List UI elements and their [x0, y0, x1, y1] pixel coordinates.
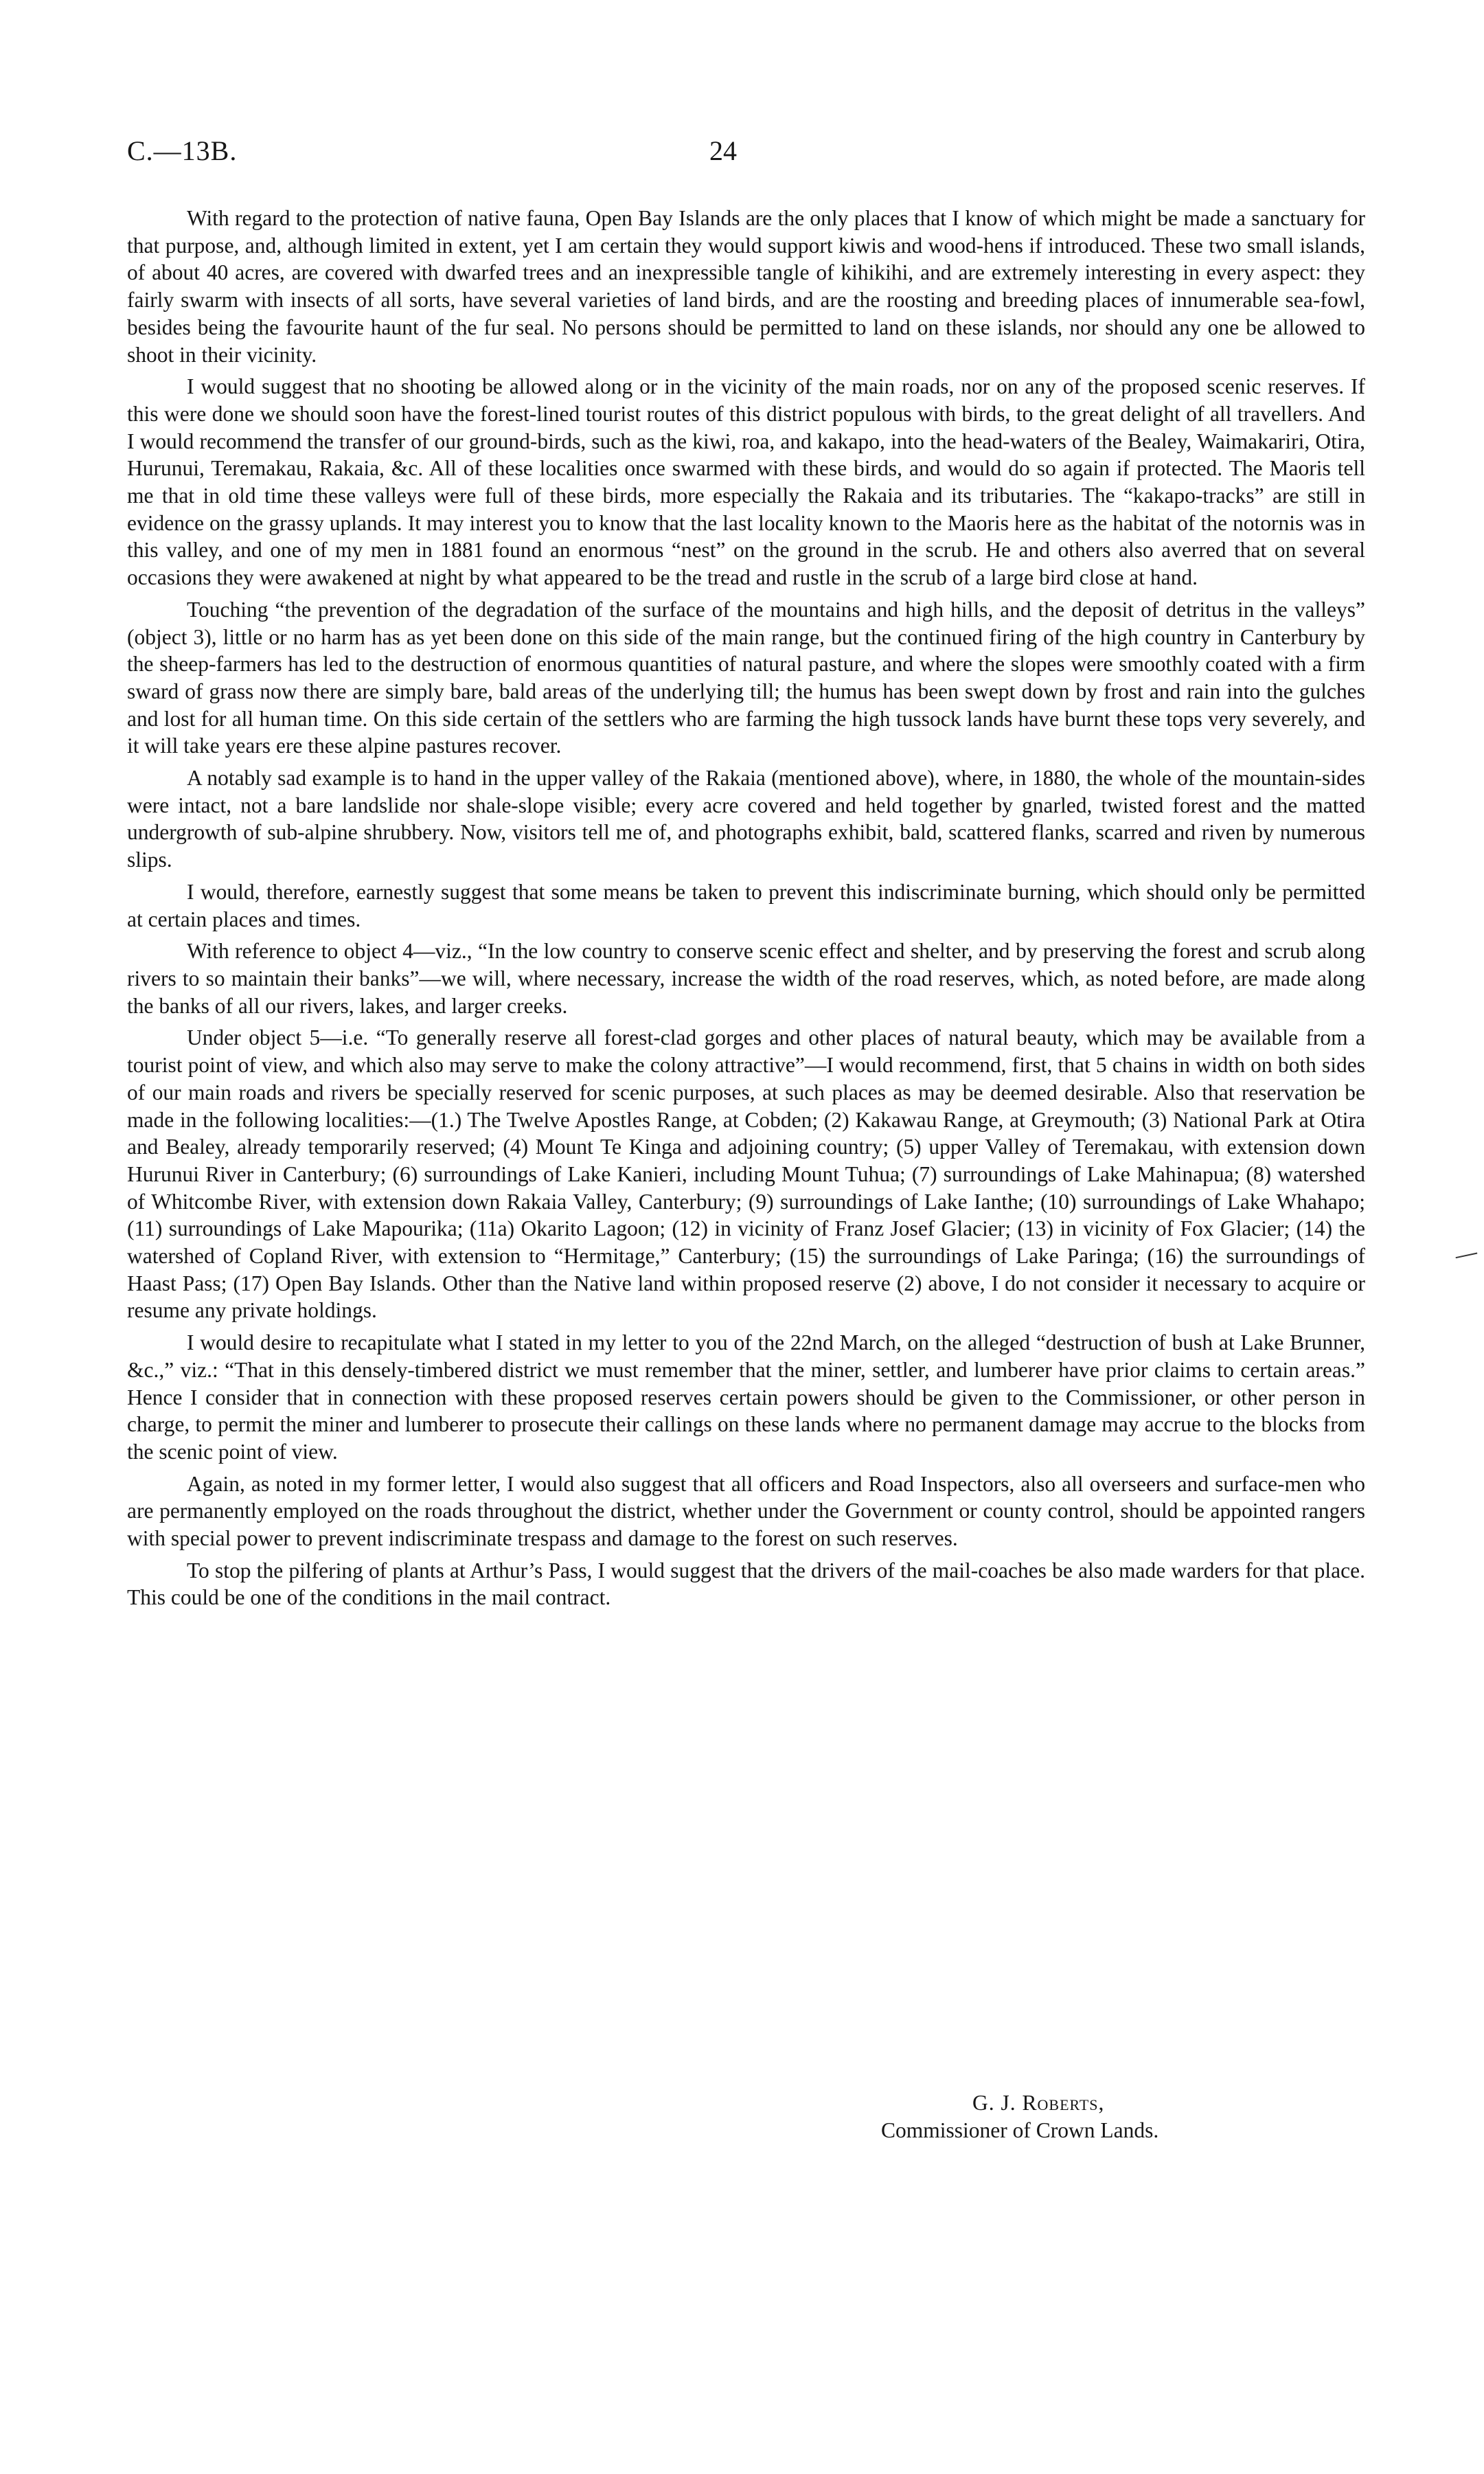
paragraph-degradation: Touching “the prevention of the degradation of the surface of the mountains and high hills, and the deposit of detritus in the valleys” (object 3), little or no harm has as yet been done on this side of the main range, but the continued firing of the high country in Canterbury by the sheep-farmers has led to the destruction of enormous quantities of natural pasture, and where the slopes were smoothly coated with a firm sward of grass now there are simply bare, bald areas of the underlying till; the humus has been swept down by frost and rain into the gulches and lost for all human time. On this side certain of the settlers who are farming the high tussock lands have burnt these tops very severely, and it will take years ere these alpine pastures recover.: [127, 597, 1365, 758]
paragraph-object-5: Under object 5—i.e. “To generally reserve all forest-clad gorges and other places of natural beauty, which may be available from a tourist point of view, and which also may serve to make the colony attractive”—I would recommend, first, that 5 chains in width on both sides of our main roads and rivers be specially reserved for scenic purposes, at such places as may be deemed desirable. Also that reservation be made in the following localities:—(1.) The Twelve Apostles Range, at Cobden; (2) Kakawau Range, at Greymouth; (3) National Park at Otira and Bealey, already temporarily reserved; (4) Mount Te Kinga and adjoining country; (5) upper Valley of Teremakau, with extension down Hurunui River in Canterbury; (6) surroundings of Lake Kanieri, including Mount Tuhua; (7) surroundings of Lake Mahinapua; (8) watershed of Whitcombe River, with extension down Rakaia Valley, Canterbury; (9) surroundings of Lake Ianthe; (10) surroundings of Lake Whahapo; (11) surroundings of Lake Mapourika; (11a) Okarito Lagoon; (12) in vicinity of Franz Josef Glacier; (13) in vicinity of Fox Glacier; (14) the watershed of Copland River, with extension to “Hermitage,” Canterbury; (15) the surroundings of Lake Paringa; (16) the surroundings of Haast Pass; (17) Open Bay Islands. Other than the Native land within proposed reserve (2) above, I do not consider it necessary to acquire or resume any private holdings.: [127, 1025, 1365, 1323]
paragraph-arthurs-pass: To stop the pilfering of plants at Arthur’s Pass, I would suggest that the drivers of the mail-coaches be also made warders for that place. This could be one of the conditions in the mail contract.: [127, 1558, 1365, 1610]
paragraph-burning: I would, therefore, earnestly suggest that some means be taken to prevent this indiscriminate burning, which should only be permitted at certain places and times.: [127, 879, 1365, 931]
paragraph-object-4: With reference to object 4—viz., “In the low country to conserve scenic effect and shelter, and by preserving the forest and scrub along rivers to so maintain their banks”—we will, where necessary, increase the width of the road reserves, which, as noted before, are made along the banks of all our rivers, lakes, and larger creeks.: [127, 939, 1365, 1018]
signatory-title: Commissioner of Crown Lands.: [881, 2118, 1159, 2142]
signature-block: [881, 2089, 1362, 2144]
page-header: [127, 135, 1391, 176]
paragraph-native-fauna: With regard to the protection of native fauna, Open Bay Islands are the only places that I know of which might be made a sanctuary for that purpose, and, although limited in extent, yet I am certain they would support kiwis and wood-hens if introduced. These two small islands, of about 40 acres, are covered with dwarfed trees and an inexpressible tangle of kihikihi, and are extremely interesting in every aspect: they fairly swarm with insects of all sorts, have several varieties of land birds, and are the roosting and breeding places of innumerable sea-fowl, besides being the favourite haunt of the fur seal. No persons should be permitted to land on these islands, nor should any one be allowed to shoot in their vicinity.: [127, 206, 1365, 367]
paragraph-recapitulate: I would desire to recapitulate what I stated in my letter to you of the 22nd March, on the alleged “destruction of bush at Lake Brunner, &c.,” viz.: “That in this densely-timbered district we must remember that the miner, settler, and lumberer have prior claims to certain areas.” Hence I consider that in connection with these proposed reserves certain powers should be given to the Commissioner, or other person in charge, to permit the miner and lumberer to prosecute their callings on these lands where no permanent damage may accrue to the blocks from the scenic point of view.: [127, 1330, 1365, 1464]
page-number: 24: [709, 135, 737, 166]
signatory-name: G. J. Roberts,: [972, 2091, 1105, 2115]
paragraph-rangers: Again, as noted in my former letter, I would also suggest that all officers and Road Inspectors, also all overseers and surface-men who are permanently employed on the roads throughout the district, whether under the Government or county control, should be appointed rangers with special power to prevent indiscriminate trespass and damage to the forest on such reserves.: [127, 1471, 1365, 1551]
paragraph-rakaia-example: A notably sad example is to hand in the upper valley of the Rakaia (mentioned above), where, in 1880, the whole of the mountain-sides were intact, not a bare landslide nor shale-slope visible; every acre covered and held together by gnarled, twisted forest and the matted undergrowth of sub-alpine shrubbery. Now, visitors tell me of, and photographs exhibit, bald, scattered flanks, scarred and riven by numerous slips.: [127, 766, 1365, 872]
body-text: [127, 205, 1365, 1616]
paragraph-shooting: I would suggest that no shooting be allowed along or in the vicinity of the main roads, nor on any of the proposed scenic reserves. If this were done we should soon have the forest-lined tourist routes of this district populous with birds, to the great delight of all travellers. And I would recommend the transfer of our ground-birds, such as the kiwi, roa, and kakapo, into the head-waters of the Bealey, Waimakariri, Otira, Hurunui, Teremakau, Rakaia, &c. All of these localities once swarmed with these birds, and would do so again if protected. The Maoris tell me that in old time these valleys were full of these birds, more especially the Rakaia and its tributaries. The “kakapo-tracks” are still in evidence on the grassy uplands. It may interest you to know that the last locality known to the Maoris here as the habitat of the notornis was in this valley, and one of my men in 1881 found an enormous “nest” on the ground in the scrub. He and others also averred that on several occasions they were awakened at night by what appeared to be the tread and rustle in the scrub of a large bird close at hand.: [127, 374, 1365, 590]
margin-pen-mark: [1454, 1243, 1478, 1258]
document-reference: C.—13B.: [127, 135, 238, 166]
